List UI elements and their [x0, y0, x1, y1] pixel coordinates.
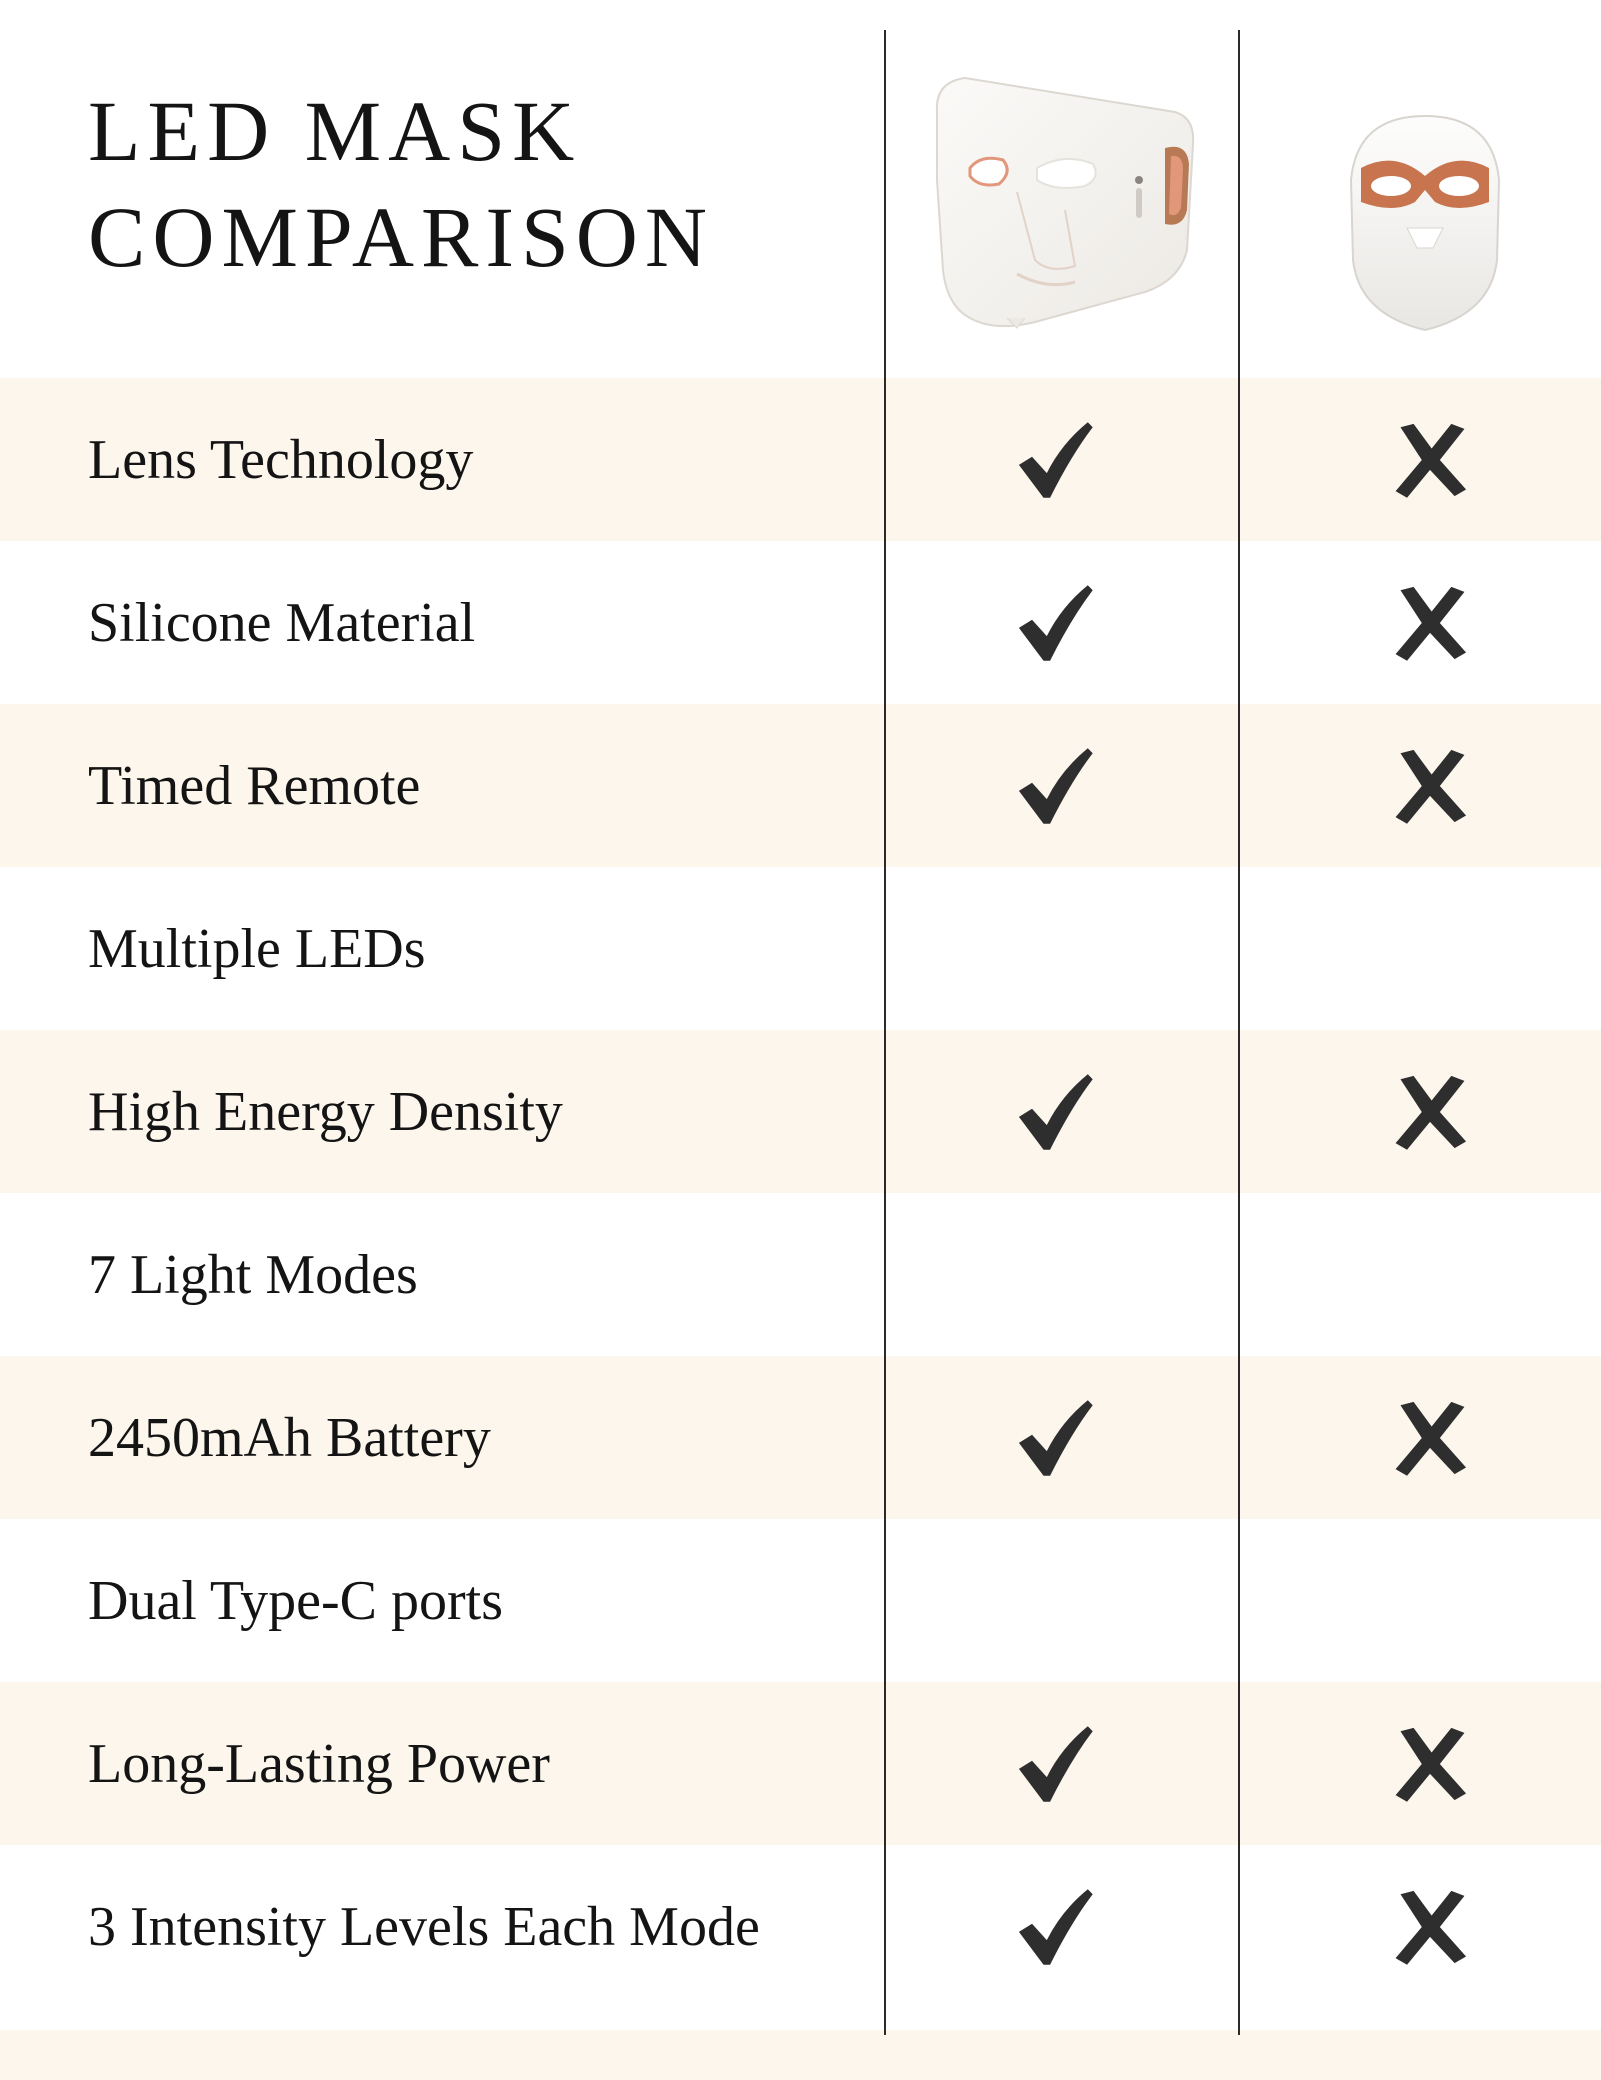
check-icon — [1014, 745, 1096, 827]
x-icon — [1389, 582, 1471, 664]
footer-band — [0, 2030, 1601, 2080]
x-icon — [1389, 1397, 1471, 1479]
title-line-1: LED MASK — [88, 83, 582, 179]
rigid-led-mask-image — [1325, 110, 1525, 340]
page-title — [88, 78, 714, 290]
feature-label: 7 Light Modes — [88, 1243, 418, 1306]
x-icon — [1389, 419, 1471, 501]
check-icon — [1014, 419, 1096, 501]
feature-label: Lens Technology — [88, 428, 474, 491]
feature-label: High Energy Density — [88, 1080, 563, 1143]
x-icon — [1389, 1071, 1471, 1153]
feature-row — [0, 1682, 1601, 1845]
feature-label: Silicone Material — [88, 591, 476, 654]
feature-row — [0, 867, 1601, 1030]
feature-label: Multiple LEDs — [88, 917, 426, 980]
feature-label: 3 Intensity Levels Each Mode — [88, 1895, 760, 1958]
feature-row — [0, 1356, 1601, 1519]
feature-label: 2450mAh Battery — [88, 1406, 491, 1469]
title-line-2: COMPARISON — [88, 189, 715, 285]
x-icon — [1389, 1886, 1471, 1968]
feature-label: Dual Type-C ports — [88, 1569, 503, 1632]
silicone-led-mask-image — [925, 60, 1195, 340]
feature-label: Timed Remote — [88, 754, 421, 817]
check-icon — [1014, 1886, 1096, 1968]
feature-row — [0, 1519, 1601, 1682]
column-divider-2 — [1238, 30, 1240, 2035]
feature-row — [0, 704, 1601, 867]
check-icon — [1014, 1071, 1096, 1153]
feature-label: Long-Lasting Power — [88, 1732, 550, 1795]
feature-row — [0, 1030, 1601, 1193]
x-icon — [1389, 1723, 1471, 1805]
feature-row — [0, 541, 1601, 704]
column-divider-1 — [884, 30, 886, 2035]
check-icon — [1014, 1397, 1096, 1479]
feature-row — [0, 378, 1601, 541]
check-icon — [1014, 1723, 1096, 1805]
x-icon — [1389, 745, 1471, 827]
feature-row — [0, 1845, 1601, 2008]
check-icon — [1014, 582, 1096, 664]
feature-row — [0, 1193, 1601, 1356]
